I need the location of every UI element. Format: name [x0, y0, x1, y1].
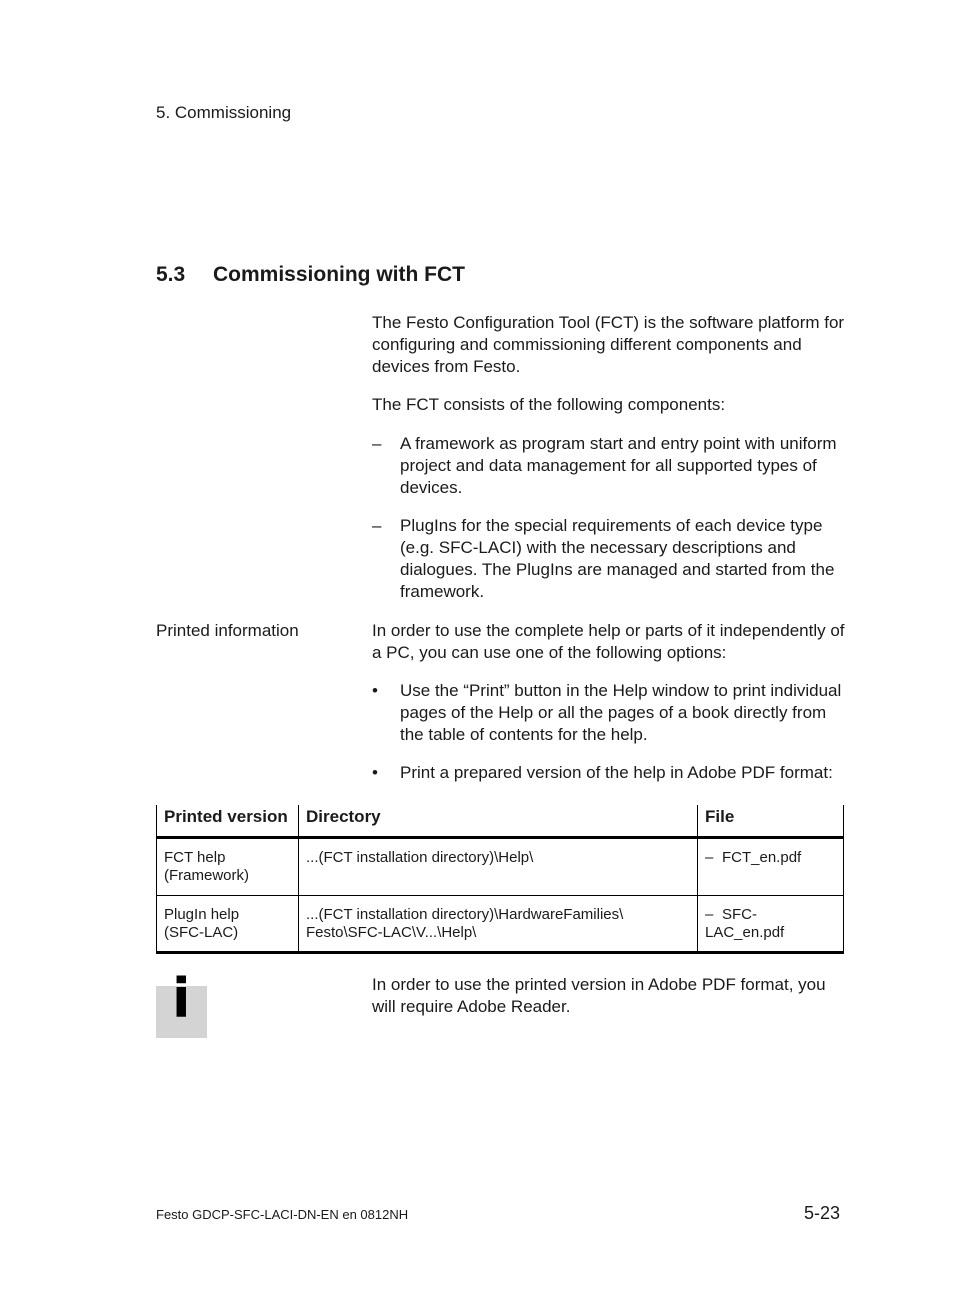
- list-item-text: PlugIns for the special requirements of each device type (e.g. SFC-LACI) with the necessary descriptions and dialogues. The PlugIns are managed and started from the framework.: [400, 516, 835, 601]
- list-item: [372, 762, 850, 784]
- cell-text: (SFC-LAC): [164, 924, 239, 941]
- help-files-table: [156, 805, 844, 954]
- page-number: 5-23: [804, 1203, 841, 1223]
- list-item: [372, 515, 850, 603]
- cell-text: FCT_en.pdf: [722, 849, 802, 866]
- cell-file: [698, 838, 844, 896]
- dash-marker: –: [372, 516, 382, 535]
- cell-file: [698, 896, 844, 953]
- column-header-printed-version: Printed version: [157, 805, 299, 838]
- cell-text: SFC-LAC_en.pdf: [705, 906, 785, 941]
- dash-marker: –: [705, 849, 714, 866]
- column-header-file: File: [698, 805, 844, 838]
- table-row: [157, 838, 844, 896]
- list-item-text: A framework as program start and entry point with uniform project and data management for all supported types of devices.: [400, 434, 837, 497]
- list-item-text: Use the “Print” button in the Help window to print individual pages of the Help or all the pages of a book directly from the table of contents for the help.: [400, 681, 842, 744]
- intro-paragraph: The Festo Configuration Tool (FCT) is the software platform for configuring and commissioning different components and devices from Festo.: [372, 313, 845, 376]
- cell-directory: [299, 896, 698, 953]
- dash-marker: –: [705, 906, 714, 923]
- printed-information-label: Printed information: [156, 621, 299, 640]
- column-header-directory: Directory: [299, 805, 698, 838]
- footer-document-id: Festo GDCP-SFC-LACI-DN-EN en 0812NH: [156, 1207, 409, 1222]
- chapter-header: 5. Commissioning: [156, 103, 292, 122]
- info-note: In order to use the printed version in Adobe PDF format, you will require Adobe Reader.: [372, 975, 826, 1016]
- section-number: 5.3: [156, 263, 186, 286]
- printed-intro: In order to use the complete help or parts of it independently of a PC, you can use one of the following options:: [372, 621, 845, 662]
- cell-printed-version: [157, 896, 299, 953]
- cell-text: FCT help: [164, 849, 226, 866]
- section-title: [156, 263, 465, 287]
- cell-directory: [299, 838, 698, 896]
- bullet-marker: •: [372, 763, 378, 782]
- components-intro: The FCT consists of the following components:: [372, 395, 726, 414]
- list-item-text: Print a prepared version of the help in Adobe PDF format:: [400, 763, 833, 782]
- table-header-row: [157, 805, 844, 838]
- cell-text: Festo\SFC-LAC\V...\Help\: [306, 924, 477, 941]
- cell-text: ...(FCT installation directory)\HardwareFamilies\: [306, 906, 624, 923]
- cell-printed-version: [157, 838, 299, 896]
- cell-text: (Framework): [164, 867, 249, 884]
- bullet-marker: •: [372, 681, 378, 700]
- table-row: [157, 896, 844, 953]
- info-icon: i: [172, 967, 191, 1030]
- section-title-text: Commissioning with FCT: [213, 263, 465, 286]
- list-item: [372, 680, 850, 746]
- dash-marker: –: [372, 434, 382, 453]
- list-item: [372, 433, 850, 499]
- cell-text: ...(FCT installation directory)\Help\: [306, 849, 534, 866]
- cell-text: PlugIn help: [164, 906, 240, 923]
